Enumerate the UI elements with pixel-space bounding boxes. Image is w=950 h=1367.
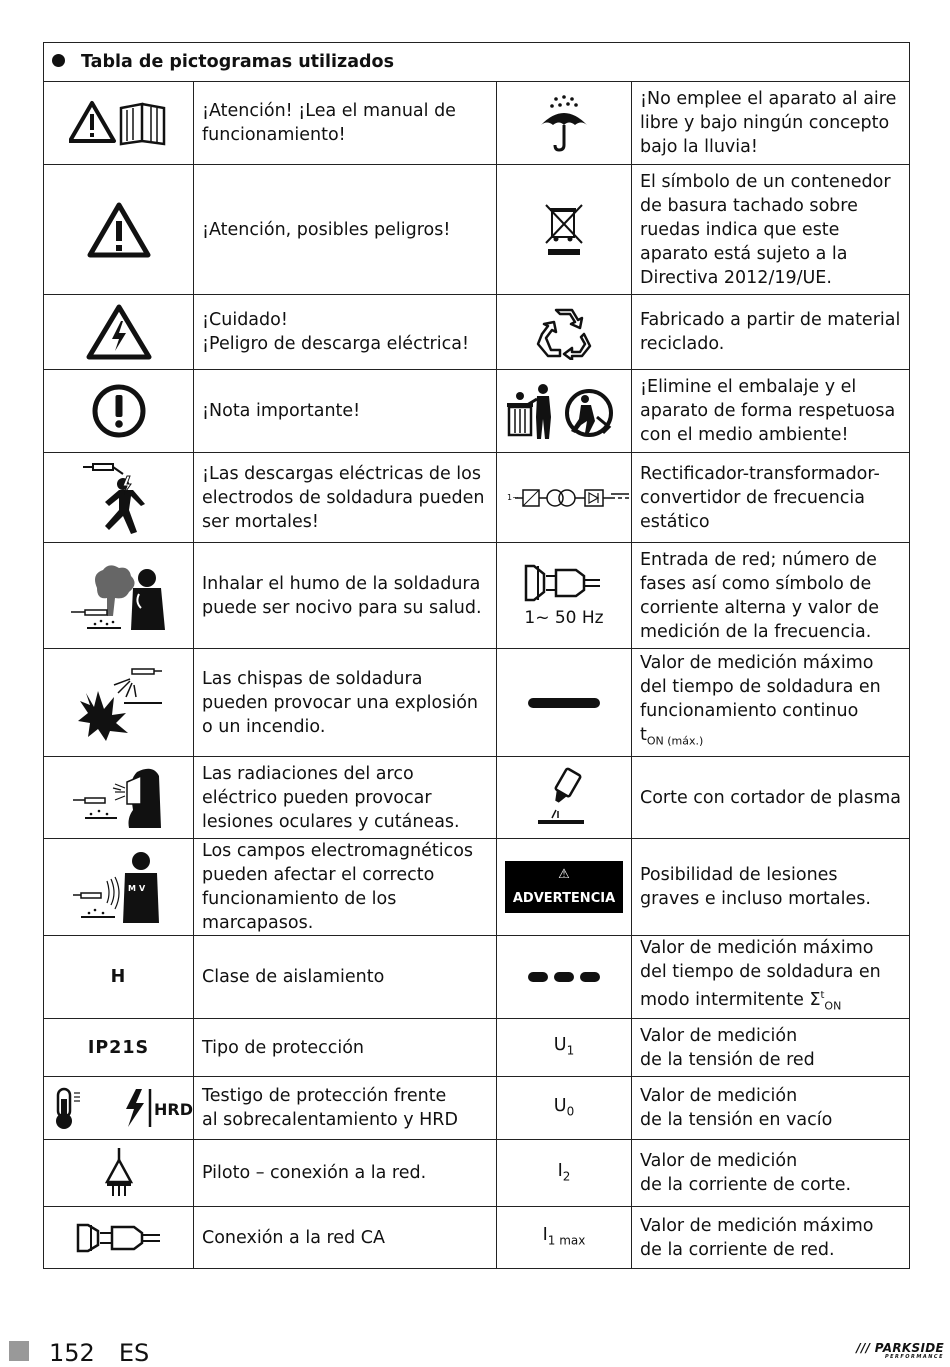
- row-text: Valor de medición máximo de la corriente de red.: [632, 1207, 910, 1269]
- row-text: Valor de medición de la tensión de red: [632, 1019, 910, 1077]
- row-text: Entrada de red; número de fases así como símbolo de corriente alterna y valor de medición de la frecuencia.: [632, 543, 910, 649]
- row-text: Los campos electromagnéticos pueden afectar el correcto funcionamiento de los marcapasos.: [194, 839, 497, 936]
- table-row: [44, 1077, 910, 1140]
- row-text: Valor de medición máximo del tiempo de soldadura en modo intermitente $\Sigma^t_{ON}$: [632, 936, 910, 1019]
- row-text: ¡Atención, posibles peligros!: [194, 165, 497, 295]
- row-text: Testigo de protección frente al sobrecalentamiento y HRD: [194, 1077, 497, 1140]
- svg-text:HRD: HRD: [154, 1100, 193, 1120]
- table-row: [44, 453, 910, 543]
- row-text: Valor de medición de la tensión en vacío: [632, 1077, 910, 1140]
- crossed-bin-icon: [497, 165, 632, 295]
- pictogram-table: [43, 42, 910, 1269]
- warning-manual-icon: [44, 82, 194, 165]
- row-text: Piloto – conexión a la red.: [194, 1140, 497, 1207]
- svg-text:1~: 1~: [507, 492, 519, 502]
- table-row: [44, 1019, 910, 1077]
- sparks-explosion-icon: [44, 649, 194, 757]
- exclamation-circle-icon: [44, 370, 194, 453]
- row-text: Las chispas de soldadura pueden provocar una explosión o un incendio.: [194, 649, 497, 757]
- row-text: ¡No emplee el aparato al aire libre y bajo ningún concepto bajo la lluvia!: [632, 82, 910, 165]
- bullet-icon: [52, 54, 65, 67]
- table-title: Tabla de pictogramas utilizados: [81, 52, 394, 72]
- table-row: [44, 165, 910, 295]
- electrode-shock-icon: [44, 453, 194, 543]
- electric-shock-icon: [44, 295, 194, 370]
- recycle-icon: [497, 295, 632, 370]
- continuous-bar-icon: [497, 649, 632, 757]
- table-row: [44, 295, 910, 370]
- welding-fumes-icon: [44, 543, 194, 649]
- umbrella-rain-icon: [497, 82, 632, 165]
- page-number: 152: [49, 1339, 95, 1367]
- svg-text:V: V: [138, 884, 145, 893]
- row-text: Valor de medición máximo del tiempo de soldadura en funcionamiento continuo $t_{ON (máx.)}$: [632, 649, 910, 757]
- row-text: Tipo de protección: [194, 1019, 497, 1077]
- plasma-cutter-icon: [497, 757, 632, 839]
- language-code: ES: [118, 1339, 150, 1367]
- ac-mains-plug-icon: [44, 1207, 194, 1269]
- row-text: Las radiaciones del arco eléctrico pueden provocar lesiones oculares y cutáneas.: [194, 757, 497, 839]
- voltage-symbol: $U_1$: [497, 1019, 632, 1077]
- row-text: ¡Cuidado! ¡Peligro de descarga eléctrica!: [194, 295, 497, 370]
- row-text: El símbolo de un contenedor de basura tachado sobre ruedas indica que este aparato está sujeto a la Directiva 2012/19/UE.: [632, 165, 910, 295]
- row-text: Corte con cortador de plasma: [632, 757, 910, 839]
- row-text: Inhalar el humo de la soldadura puede ser nocivo para su salud.: [194, 543, 497, 649]
- table-row: [44, 1207, 910, 1269]
- intermittent-bars-icon: [497, 936, 632, 1019]
- row-text: Posibilidad de lesiones graves e incluso mortales.: [632, 839, 910, 936]
- table-row: [44, 757, 910, 839]
- row-text: Rectificador-transformador-convertidor de frecuencia estático: [632, 453, 910, 543]
- advertencia-badge: ⚠ ADVERTENCIA: [497, 839, 632, 936]
- current-symbol: $I_{1 max}$: [497, 1207, 632, 1269]
- row-text: Valor de medición de la corriente de corte.: [632, 1140, 910, 1207]
- page-marker-icon: [9, 1341, 29, 1361]
- pilot-plug-icon: [44, 1140, 194, 1207]
- row-text: ¡Elimine el embalaje y el aparato de forma respetuosa con el medio ambiente!: [632, 370, 910, 453]
- dispose-packaging-icon: [497, 370, 632, 453]
- table-row: [44, 543, 910, 649]
- insulation-class-symbol: H: [44, 936, 194, 1019]
- table-row: [44, 370, 910, 453]
- row-text: ¡Nota importante!: [194, 370, 497, 453]
- table-row: [44, 839, 910, 936]
- warning-small-icon: ⚠: [558, 867, 570, 882]
- warning-triangle-icon: [44, 165, 194, 295]
- inverter-icon: [497, 453, 632, 543]
- voltage-symbol: $U_0$: [497, 1077, 632, 1140]
- arc-radiation-icon: [44, 757, 194, 839]
- row-text: ¡Las descargas eléctricas de los electrodos de soldadura pueden ser mortales!: [194, 453, 497, 543]
- row-text: Conexión a la red CA: [194, 1207, 497, 1269]
- table-row: [44, 649, 910, 757]
- mains-input-icon: 1~ 50 Hz: [497, 543, 632, 649]
- current-symbol: $I_2$: [497, 1140, 632, 1207]
- page-footer: [9, 1339, 149, 1367]
- svg-text:M: M: [127, 884, 136, 893]
- table-header: [44, 43, 910, 82]
- row-text: Clase de aislamiento: [194, 936, 497, 1019]
- overheat-hrd-icon: [44, 1077, 194, 1140]
- pacemaker-icon: [44, 839, 194, 936]
- row-text: ¡Atención! ¡Lea el manual de funcionamiento!: [194, 82, 497, 165]
- table-row: [44, 1140, 910, 1207]
- ip-rating-symbol: IP21S: [44, 1019, 194, 1077]
- brand-logo: /// PARKSIDE PERFORMANCE: [856, 1341, 944, 1360]
- row-text: Fabricado a partir de material reciclado.: [632, 295, 910, 370]
- table-row: [44, 82, 910, 165]
- table-row: [44, 936, 910, 1019]
